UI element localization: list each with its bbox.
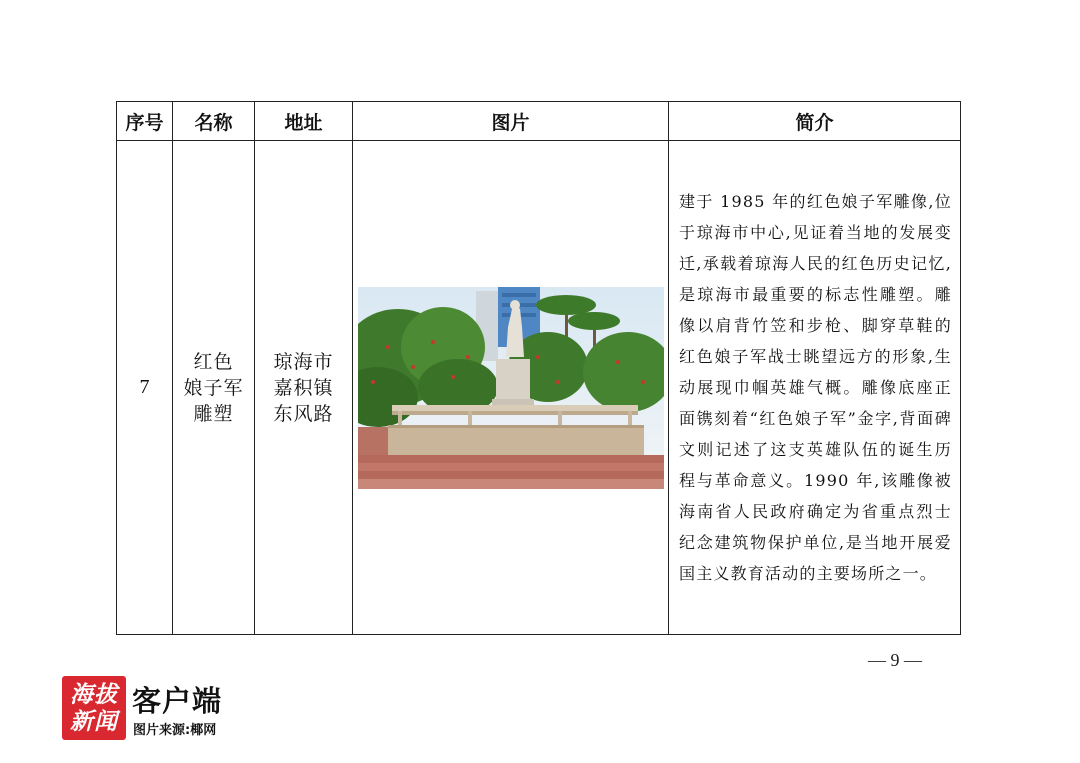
statue-photo: [358, 287, 664, 489]
name-line-2: 娘子军: [183, 376, 244, 399]
name-line-1: 红色: [193, 350, 234, 373]
logo-line-2: 新闻: [70, 708, 118, 735]
header-image: 图片: [353, 102, 669, 141]
header-name: 名称: [173, 102, 255, 141]
intro-text: 建于 1985 年的红色娘子军雕像,位于琼海市中心,见证着当地的发展变迁,承载着琼海人民的红色历史记忆,是琼海市最重要的标志性雕塑。雕像以肩背竹笠和步枪、脚穿草鞋的红色娘子军战士眺望远方的形象,生动展现巾帼英雄气概。雕像底座正面镌刻着“红色娘子军”金字,背面碑文则记述了这支英雄队伍的诞生历程与革命意义。1990 年,该雕像被海南省人民政府确定为省重点烈士纪念建筑物保护单位,是当地开展爱国主义教育活动的主要场所之一。: [679, 192, 952, 583]
address-line-1: 琼海市: [273, 350, 334, 373]
header-intro: 简介: [669, 102, 961, 141]
row-address: [255, 141, 353, 635]
header-address: 地址: [255, 102, 353, 141]
address-line-2: 嘉积镇: [273, 376, 334, 399]
logo-line-1: 海拔: [70, 681, 118, 708]
row-seq: 7: [117, 141, 173, 635]
watermark: [62, 676, 302, 742]
page-number: — 9 —: [868, 650, 922, 670]
table-header-row: [117, 102, 961, 141]
row-name: [173, 141, 255, 635]
row-intro-cell: [669, 141, 961, 635]
row-image-cell: [353, 141, 669, 635]
name-line-3: 雕塑: [193, 402, 234, 425]
table-row: [117, 141, 961, 635]
brand-title: 客户端: [132, 684, 223, 718]
site-info-table: [116, 101, 961, 635]
image-source-note: 图片来源:椰网: [133, 723, 217, 738]
address-line-3: 东风路: [273, 402, 334, 425]
header-seq: 序号: [117, 102, 173, 141]
brand-logo: [62, 676, 126, 740]
